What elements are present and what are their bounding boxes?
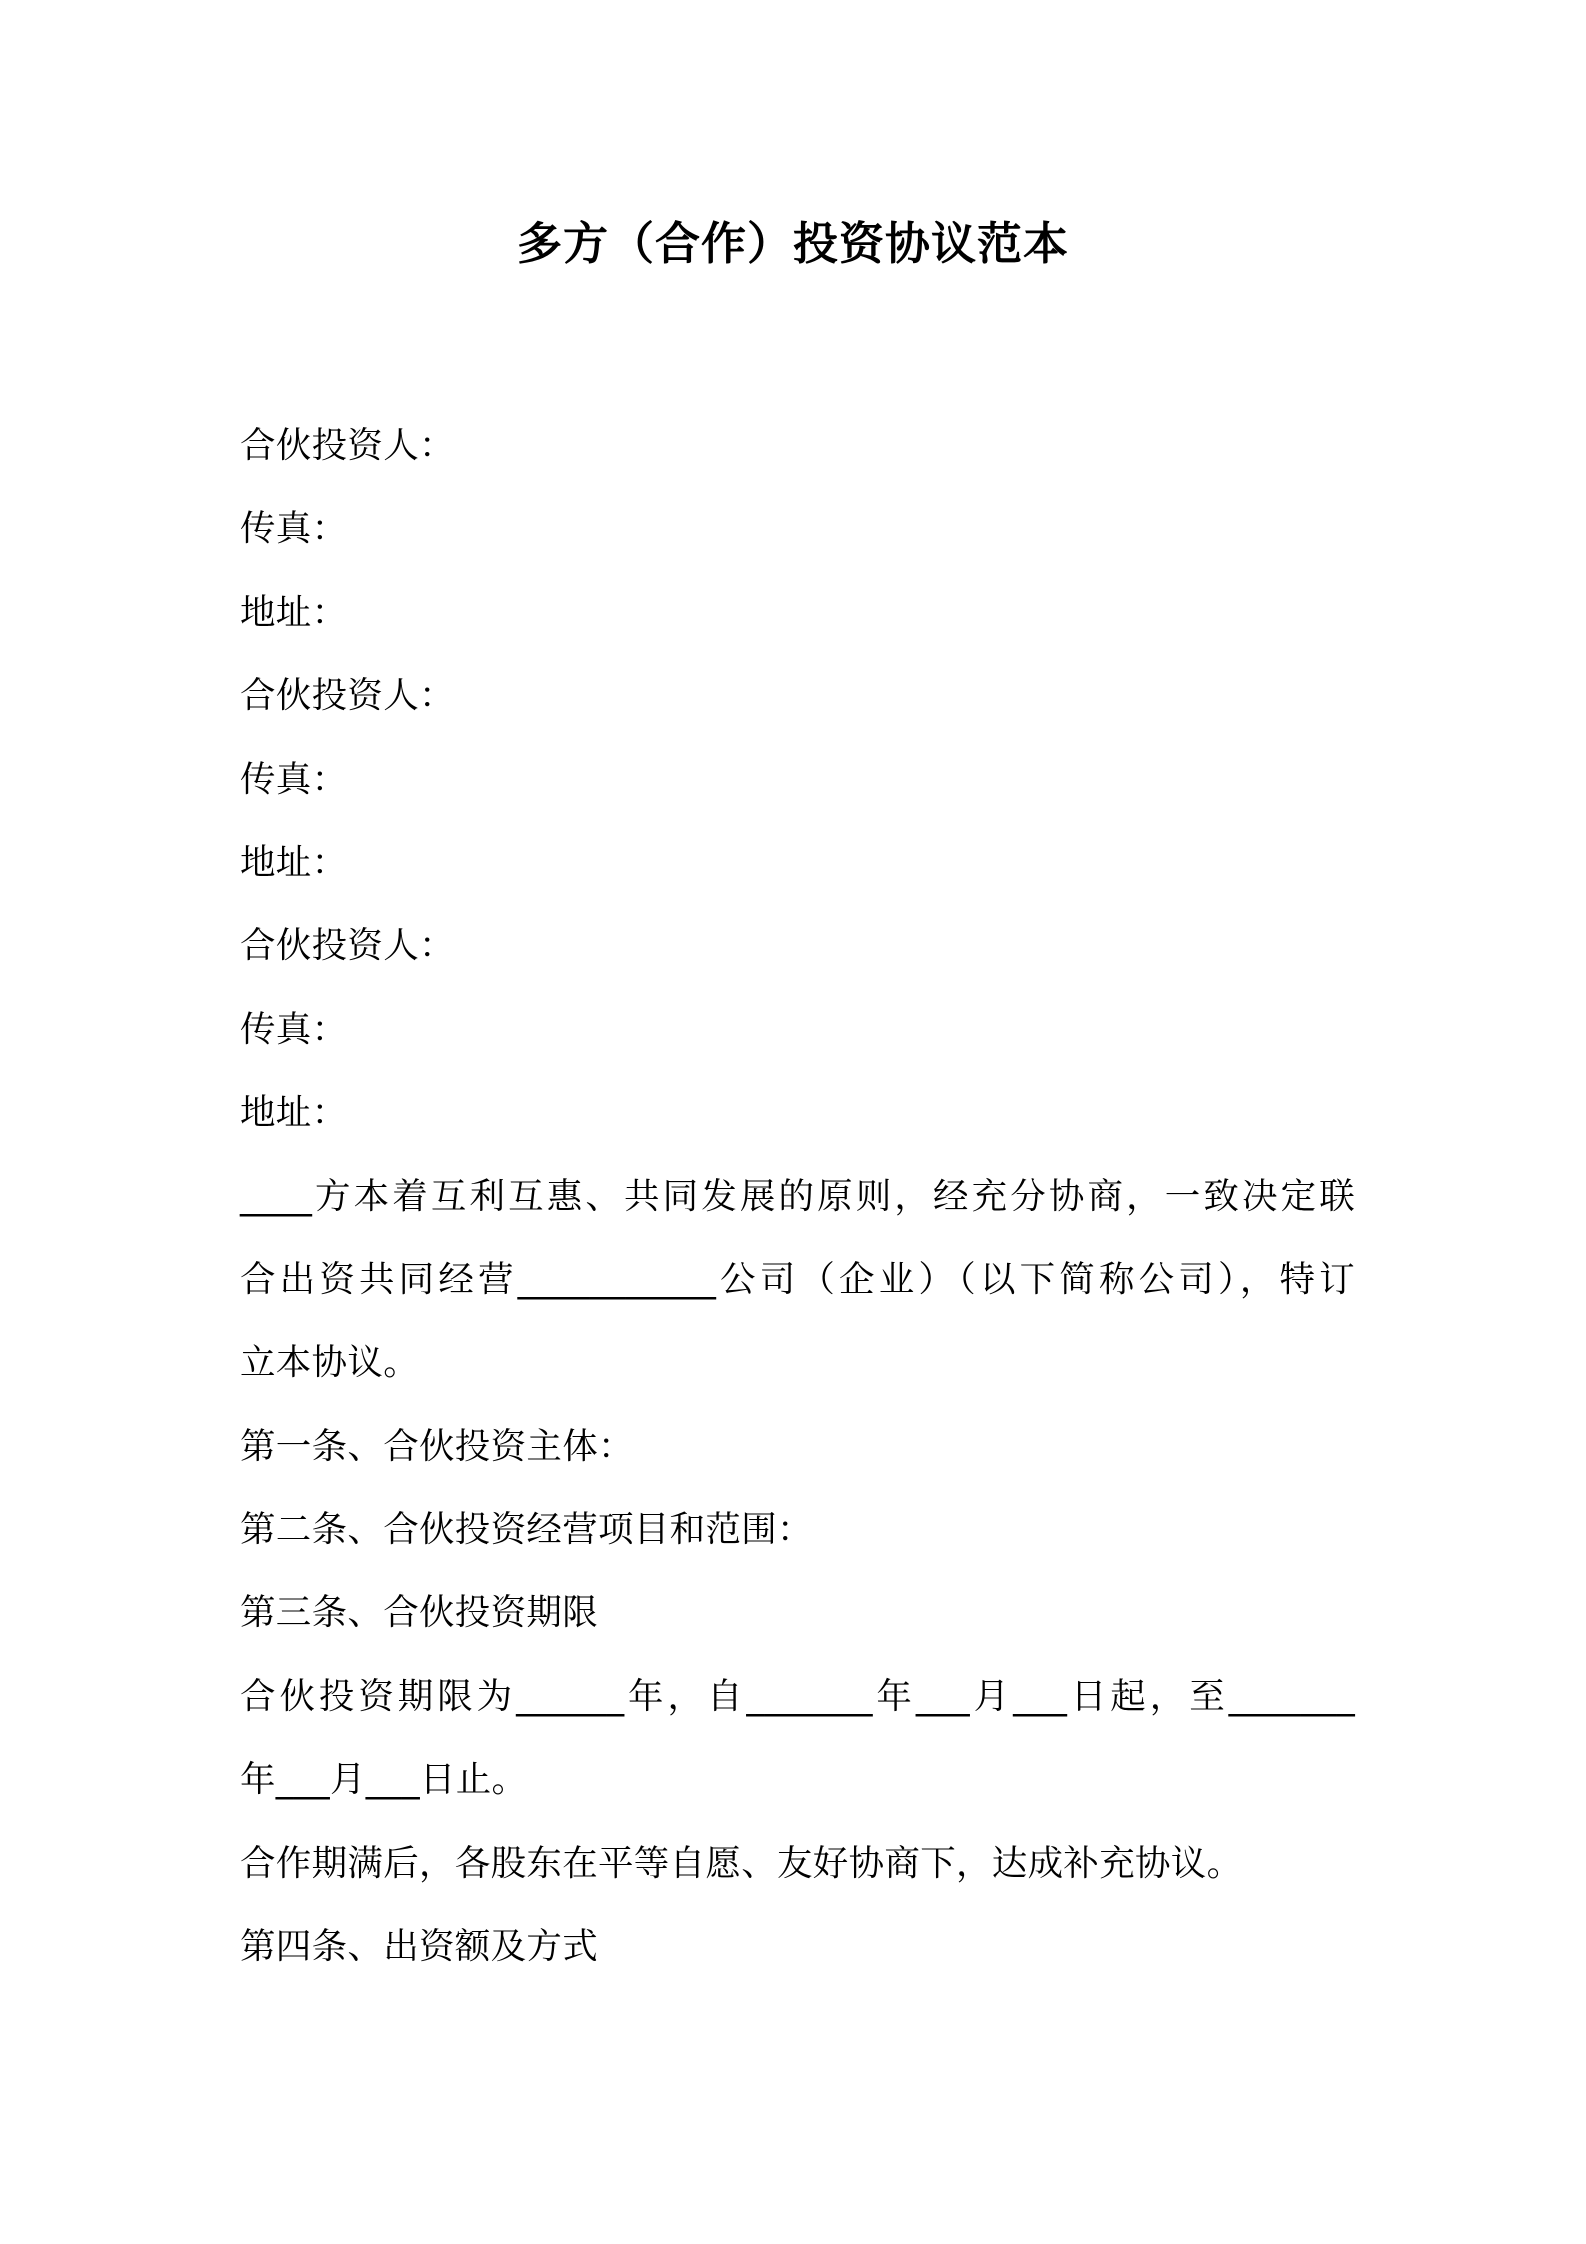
fax-label-1: 传真： [240,508,348,550]
preamble-line-3: 立本协议。 [240,1342,420,1384]
document-body [240,404,1355,1988]
article-1-heading: 第一条、合伙投资主体： [240,1425,634,1467]
party-label-2: 合伙投资人： [240,675,455,717]
term-line-1: 合伙投资期限为______年，自_______年___月___日起，至_______ [240,1675,1355,1717]
fax-label-3: 传真： [240,1008,348,1050]
article-3-heading: 第三条、合伙投资期限 [240,1592,599,1634]
party-label-3: 合伙投资人： [240,925,455,967]
renewal-clause: 合作期满后，各股东在平等自愿、友好协商下，达成补充协议。 [240,1842,1243,1884]
preamble-line-2: 合出资共同经营___________公司（企业）（以下简称公司），特订 [240,1258,1355,1300]
address-label-3: 地址： [240,1092,348,1134]
party-label-1: 合伙投资人： [240,425,455,466]
address-label-2: 地址： [240,841,348,883]
fax-label-2: 传真： [240,758,348,800]
preamble-line-1: ____方本着互利互惠、共同发展的原则，经充分协商，一致决定联 [240,1175,1355,1217]
article-4-heading: 第四条、出资额及方式 [240,1926,599,1968]
address-label-1: 地址： [240,591,348,633]
document-title: 多方（合作）投资协议范本 [516,217,1069,270]
term-line-2: 年___月___日止。 [240,1759,528,1801]
article-2-heading: 第二条、合伙投资经营项目和范围： [240,1509,813,1551]
